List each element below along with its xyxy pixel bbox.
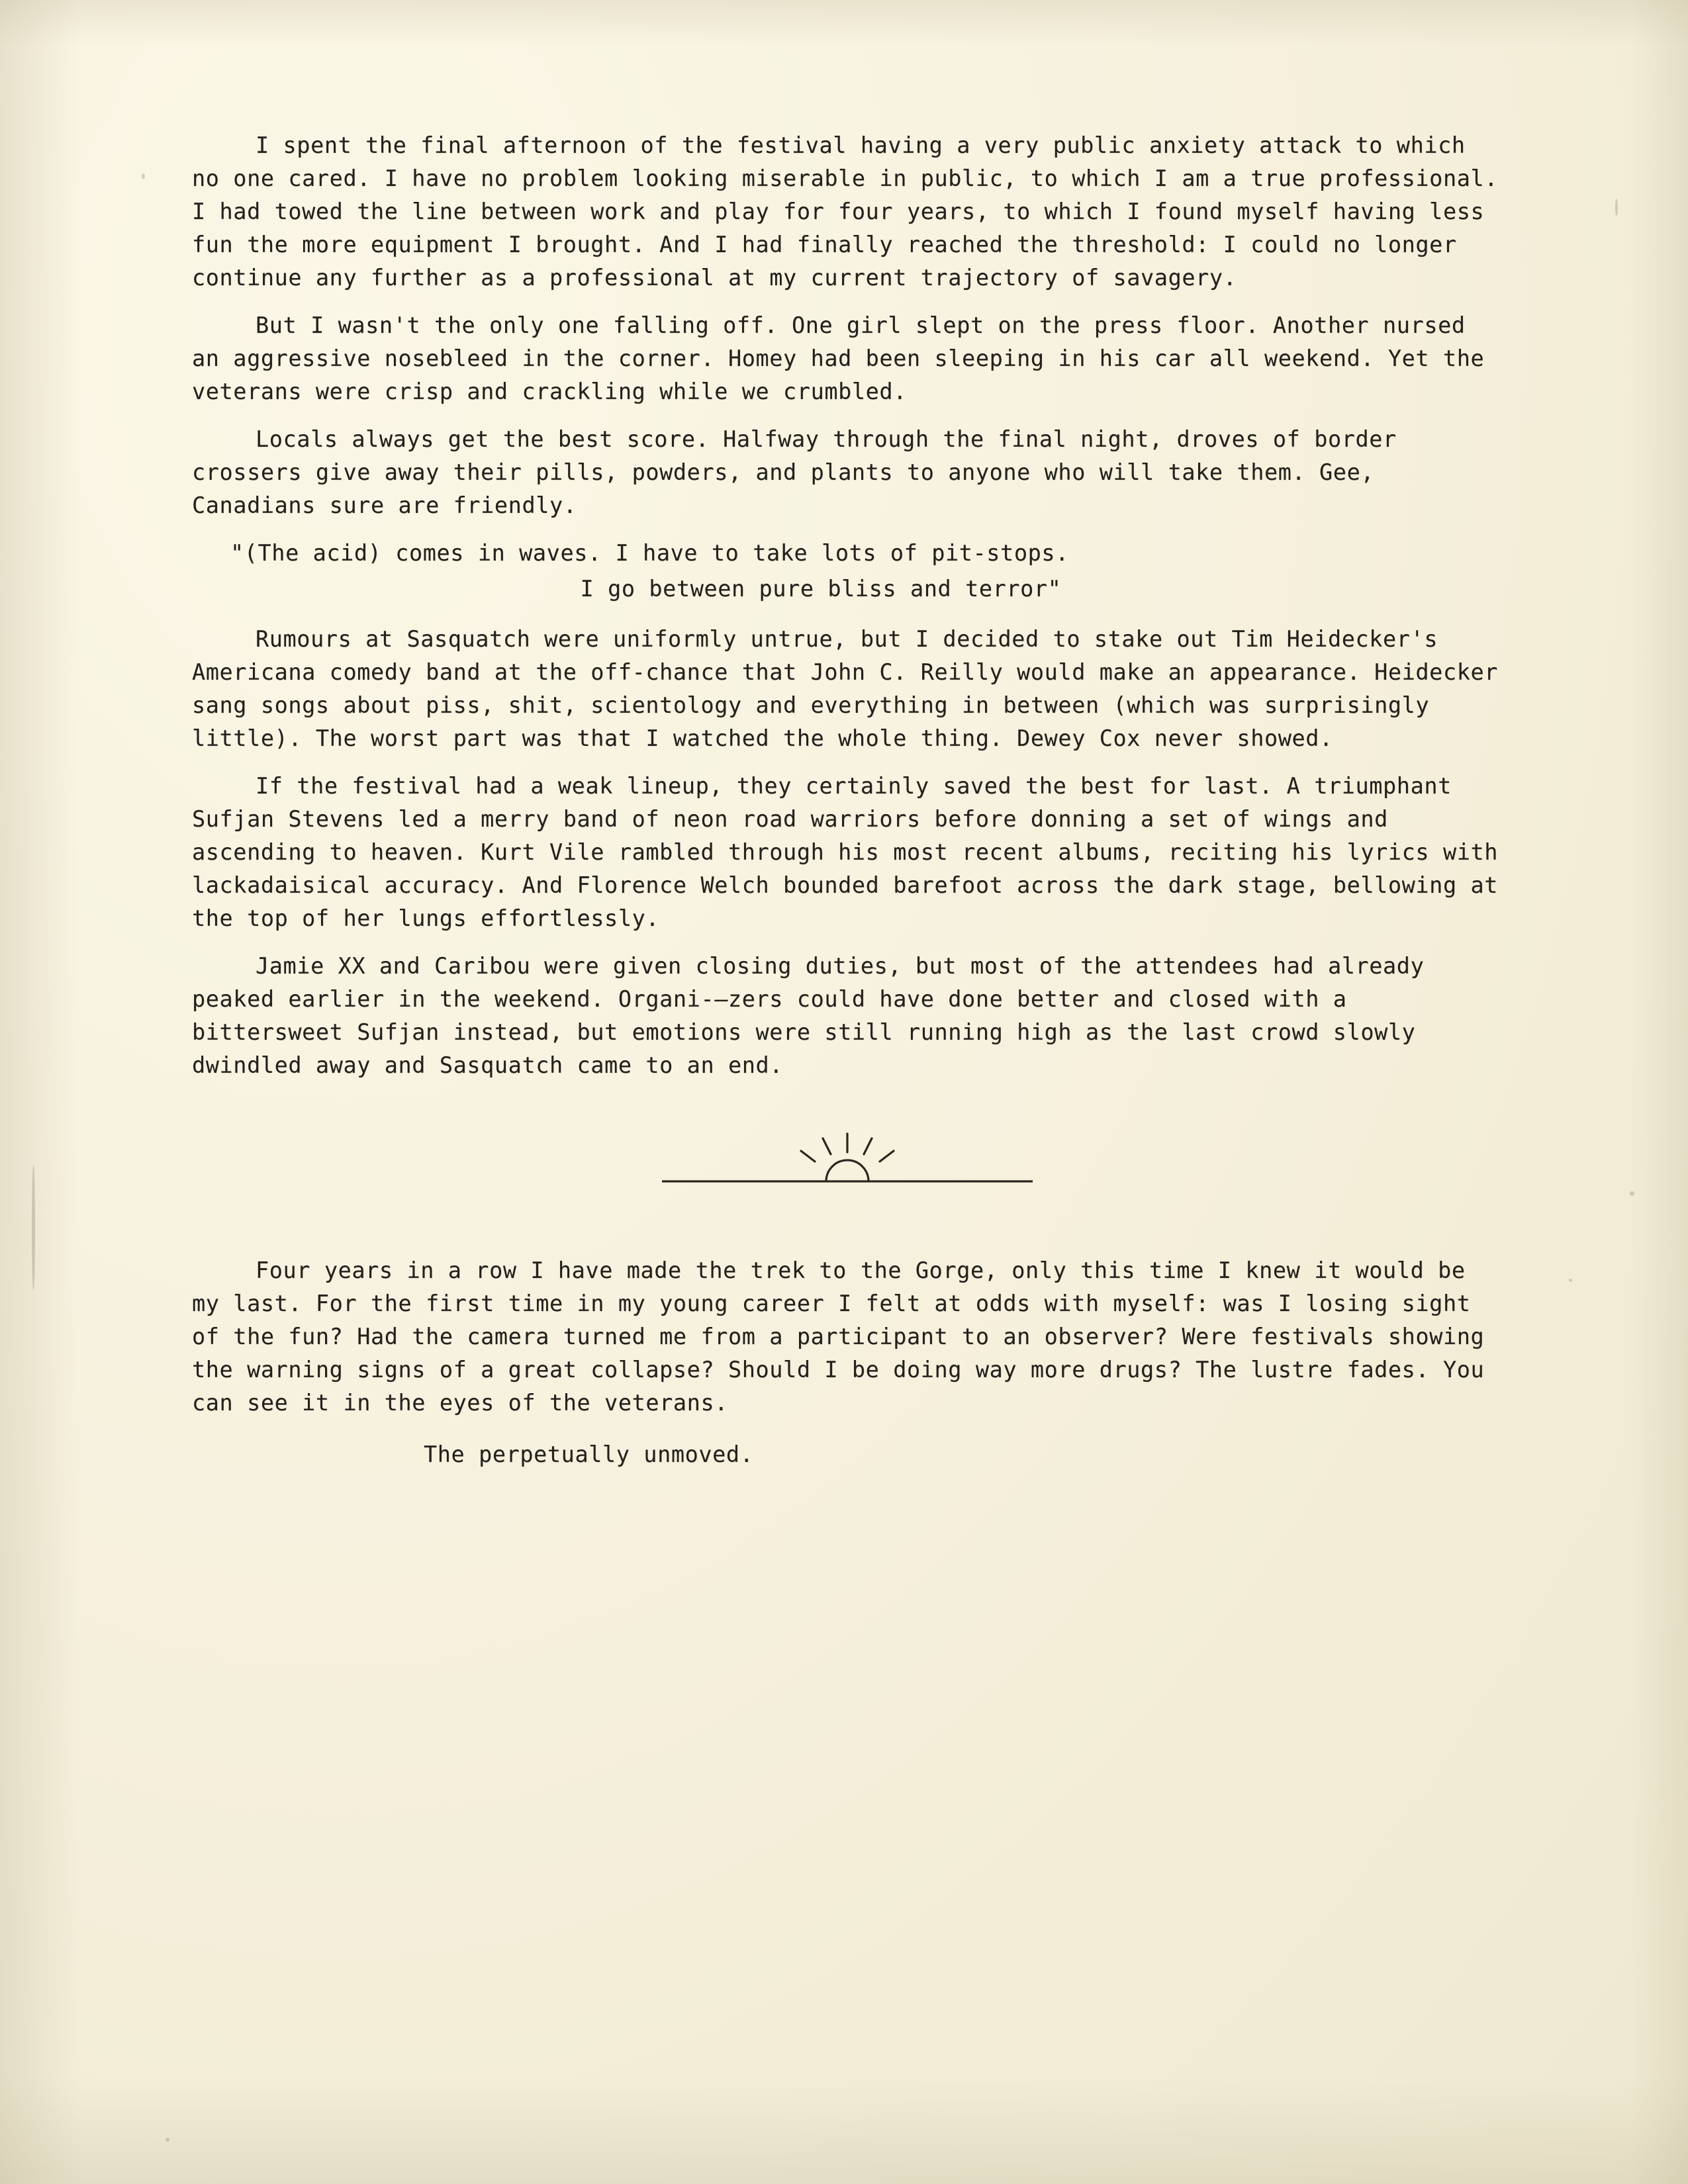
page-edge-shadow-top <box>0 0 1688 46</box>
paragraph: But I wasn't the only one falling off. One girl slept on the press floor. Another nursed an aggressive nosebleed in the corner. Homey had been sleeping in his car all weekend. Yet the veterans were crisp and crackling while we crumbled. <box>192 312 1499 404</box>
paragraph: Locals always get the best score. Halfway through the final night, droves of border crossers give away their pills, powders, and plants to anyone who will take them. Gee, Canadians sure are friendly. <box>192 426 1411 518</box>
paper-speck <box>165 2138 169 2142</box>
page-edge-shadow-left <box>0 0 79 2184</box>
paragraph: Jamie XX and Caribou were given closing duties, but most of the attendees had already peaked earlier in the weekend. Organi-–zers could have done better and closed with a bittersweet Sufjan instead, but emotions were still running high as the last crowd slowly dwindled away and Sasquatch came to an end. <box>192 953 1438 1078</box>
closing-line: The perpetually unmoved. <box>424 1441 754 1467</box>
section-divider <box>192 1116 1503 1216</box>
pull-quote-line-1: "(The acid) comes in waves. I have to take lots of pit-stops. <box>230 540 1069 566</box>
paragraph: Rumours at Sasquatch were uniformly untrue, but I decided to stake out Tim Heidecker's Americana comedy band at the off-chance that John C. Reilly would make an appearance. Heidecker sang songs about piss, shit, scientology and everything in between (which was surprisingly little). The worst part was that I watched the whole thing. Dewey Cox never showed. <box>192 626 1512 751</box>
paper-speck <box>1569 1279 1572 1282</box>
paragraph: If the festival had a weak lineup, they certainly saved the best for last. A triumphant Sufjan Stevens led a merry band of neon road warriors before donning a set of wings and ascending to heaven. Kurt Vile rambled through his most recent albums, reciting his lyrics with lackadaisical accuracy. And Florence Welch bounded barefoot across the dark stage, bellowing at the top of her lungs effortlessly. <box>192 773 1512 931</box>
page-edge-shadow-right <box>1628 0 1688 2184</box>
paper-speck <box>1615 199 1618 216</box>
pull-quote-line-2: I go between pure bliss and terror" <box>580 576 1062 602</box>
paper-speck <box>32 1165 35 1291</box>
paper-speck <box>142 173 145 179</box>
document-body <box>192 129 1512 1471</box>
paragraph: Four years in a row I have made the trek to the Gorge, only this time I knew it would be my last. For the first time in my young career I felt at odds with myself: was I losing sight of the fun? Had the camera turned me from a participant to an observer? Were festivals showing the warning signs of a great collapse? Should I be doing way more drugs? The lustre fades. You can see it in the eyes of the veterans. <box>192 1257 1499 1416</box>
rising-sun-icon <box>662 1116 1033 1203</box>
paper-speck <box>1630 1191 1634 1196</box>
paragraph: I spent the final afternoon of the festival having a very public anxiety attack to which no one cared. I have no problem looking miserable in public, to which I am a true professional. I had towed the line between work and play for four years, to which I found myself having less fun the more equipment I brought. And I had finally reached the threshold: I could no longer continue any further as a professional at my current trajectory of savagery. <box>192 132 1512 291</box>
page-edge-shadow-bottom <box>0 2078 1688 2184</box>
